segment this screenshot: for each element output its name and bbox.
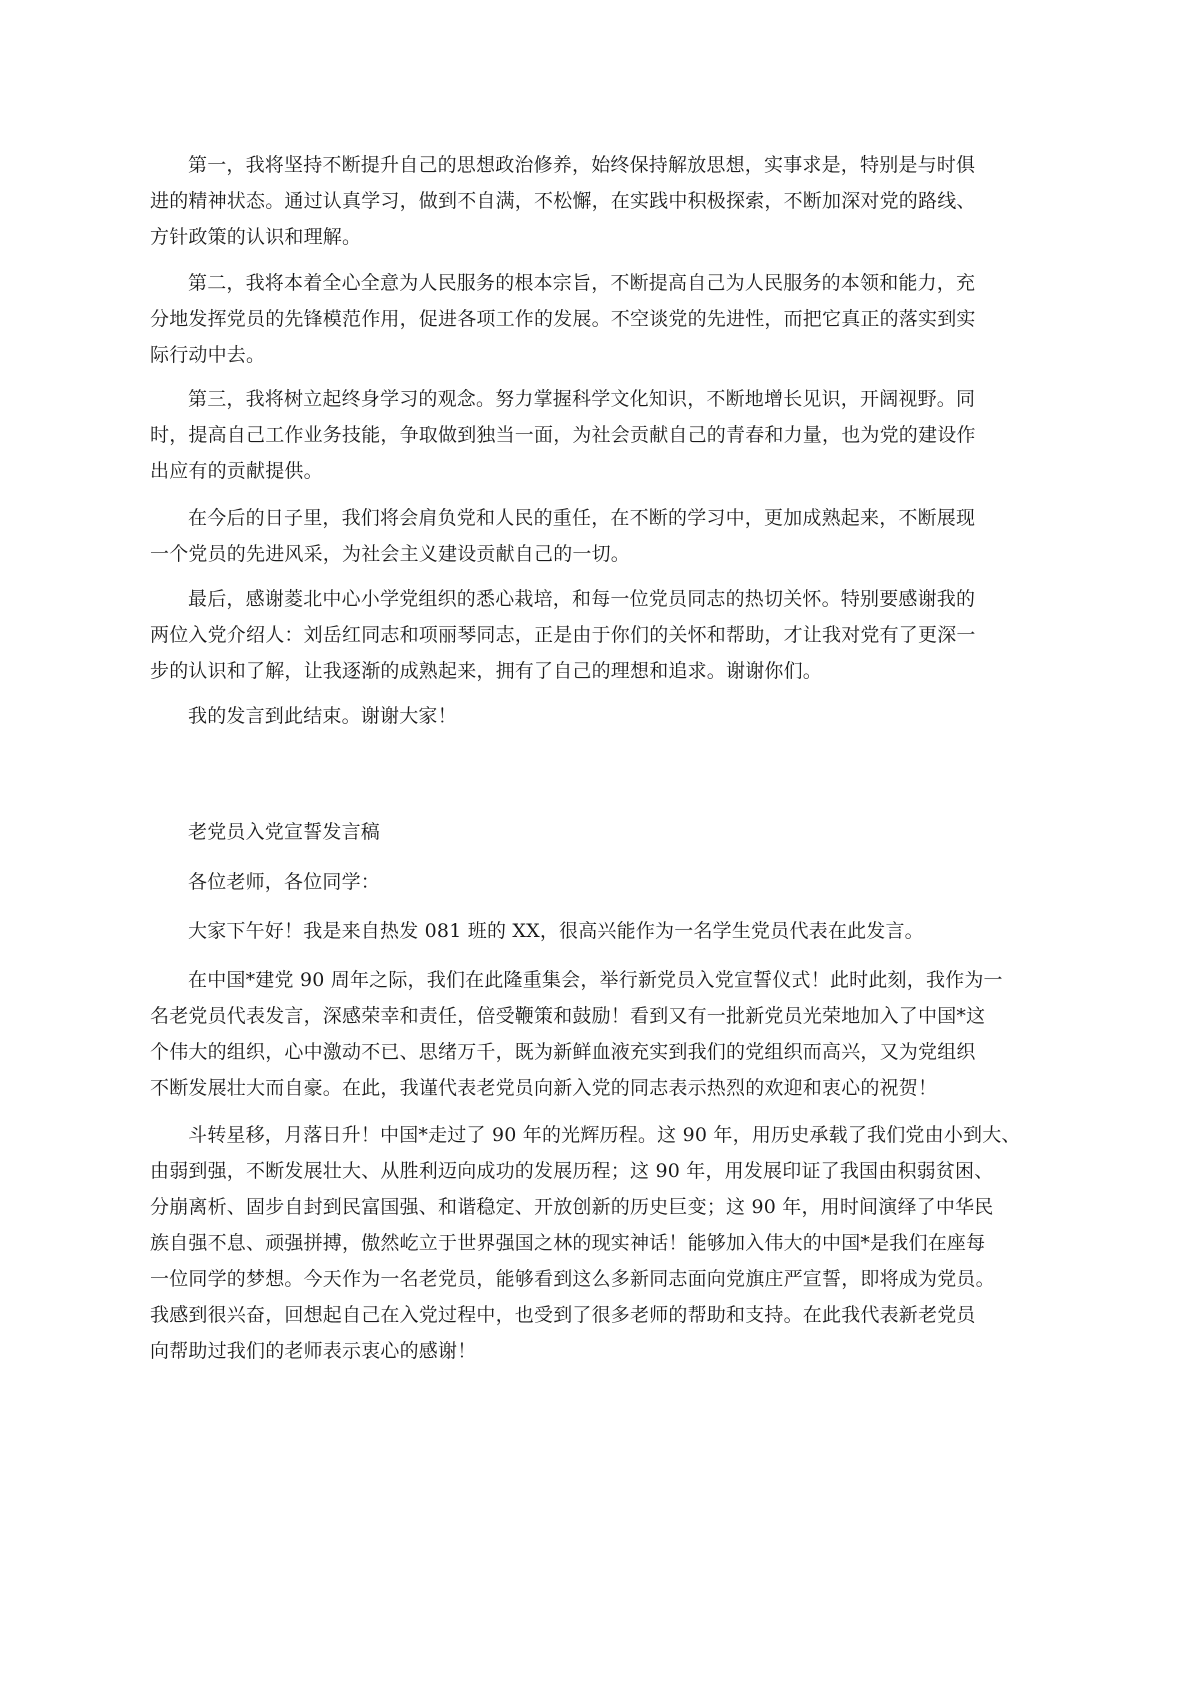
text-line: 族自强不息、顽强拼搏，傲然屹立于世界强国之林的现实神话！能够加入伟大的中国*是我们在座每 <box>150 1232 986 1254</box>
text-line: 最后，感谢菱北中心小学党组织的悉心栽培，和每一位党员同志的热切关怀。特别要感谢我的 <box>188 588 976 610</box>
text-line: 时，提高自己工作业务技能，争取做到独当一面，为社会贡献自己的青春和力量，也为党的建设作 <box>150 424 976 446</box>
paragraph-thanks <box>150 581 976 689</box>
text-line: 第一，我将坚持不断提升自己的思想政治修养，始终保持解放思想，实事求是，特别是与时俱 <box>188 154 976 176</box>
text-line: 我的发言到此结束。谢谢大家！ <box>188 705 457 727</box>
text-line: 两位入党介绍人：刘岳红同志和项丽琴同志，正是由于你们的关怀和帮助，才让我对党有了更深一 <box>150 624 976 646</box>
text-line: 一位同学的梦想。今天作为一名老党员，能够看到这么多新同志面向党旗庄严宣誓，即将成为党员。 <box>150 1268 995 1290</box>
text-line: 步的认识和了解，让我逐渐的成熟起来，拥有了自己的理想和追求。谢谢你们。 <box>150 660 823 682</box>
text-line: 向帮助过我们的老师表示衷心的感谢！ <box>150 1340 477 1362</box>
section-title <box>150 814 380 850</box>
text-line: 第二，我将本着全心全意为人民服务的根本宗旨，不断提高自己为人民服务的本领和能力，充 <box>188 272 976 294</box>
text-line: 个伟大的组织，心中激动不已、思绪万千，既为新鲜血液充实到我们的党组织而高兴，又为党组织 <box>150 1041 976 1063</box>
text-line: 进的精神状态。通过认真学习，做到不自满，不松懈，在实践中积极探索，不断加深对党的路线、 <box>150 190 976 212</box>
paragraph-third-point <box>150 381 976 489</box>
text-line: 际行动中去。 <box>150 344 266 366</box>
paragraph-first-point <box>150 147 976 255</box>
text-line: 分地发挥党员的先锋模范作用，促进各项工作的发展。不空谈党的先进性，而把它真正的落实到实 <box>150 308 976 330</box>
paragraph-second-point <box>150 265 976 373</box>
text-line: 大家下午好！我是来自热发 081 班的 XX，很高兴能作为一名学生党员代表在此发言。 <box>188 920 924 942</box>
text-line: 我感到很兴奋，回想起自己在入党过程中，也受到了很多老师的帮助和支持。在此我代表新老党员 <box>150 1304 976 1326</box>
text-line: 名老党员代表发言，深感荣幸和责任，倍受鞭策和鼓励！看到又有一批新党员光荣地加入了中国*这 <box>150 1005 986 1027</box>
paragraph-history <box>150 1117 1021 1369</box>
text-line: 不断发展壮大而自豪。在此，我谨代表老党员向新入党的同志表示热烈的欢迎和衷心的祝贺！ <box>150 1077 938 1099</box>
text-line: 方针政策的认识和理解。 <box>150 226 362 248</box>
text-line: 一个党员的先进风采，为社会主义建设贡献自己的一切。 <box>150 543 631 565</box>
paragraph-closing <box>150 698 457 734</box>
text-line: 老党员入党宣誓发言稿 <box>188 821 381 843</box>
text-line: 斗转星移，月落日升！中国*走过了 90 年的光辉历程。这 90 年，用历史承载了我们党由小到大、 <box>188 1124 1021 1146</box>
text-line: 出应有的贡献提供。 <box>150 460 323 482</box>
paragraph-anniversary <box>150 962 1003 1106</box>
text-line: 第三，我将树立起终身学习的观念。努力掌握科学文化知识，不断地增长见识，开阔视野。同 <box>188 388 976 410</box>
text-line: 在今后的日子里，我们将会肩负党和人民的重任，在不断的学习中，更加成熟起来，不断展现 <box>188 507 976 529</box>
text-line: 在中国*建党 90 周年之际，我们在此隆重集会，举行新党员入党宣誓仪式！此时此刻，我作为一 <box>188 969 1003 991</box>
greeting <box>150 913 924 949</box>
salutation <box>150 864 380 900</box>
text-line: 分崩离析、固步自封到民富国强、和谐稳定、开放创新的历史巨变；这 90 年，用时间演绎了中华民 <box>150 1196 994 1218</box>
text-line: 各位老师，各位同学： <box>188 871 381 893</box>
text-line: 由弱到强，不断发展壮大、从胜利迈向成功的发展历程；这 90 年，用发展印证了我国由积弱贫困、 <box>150 1160 994 1182</box>
paragraph-future <box>150 500 975 572</box>
